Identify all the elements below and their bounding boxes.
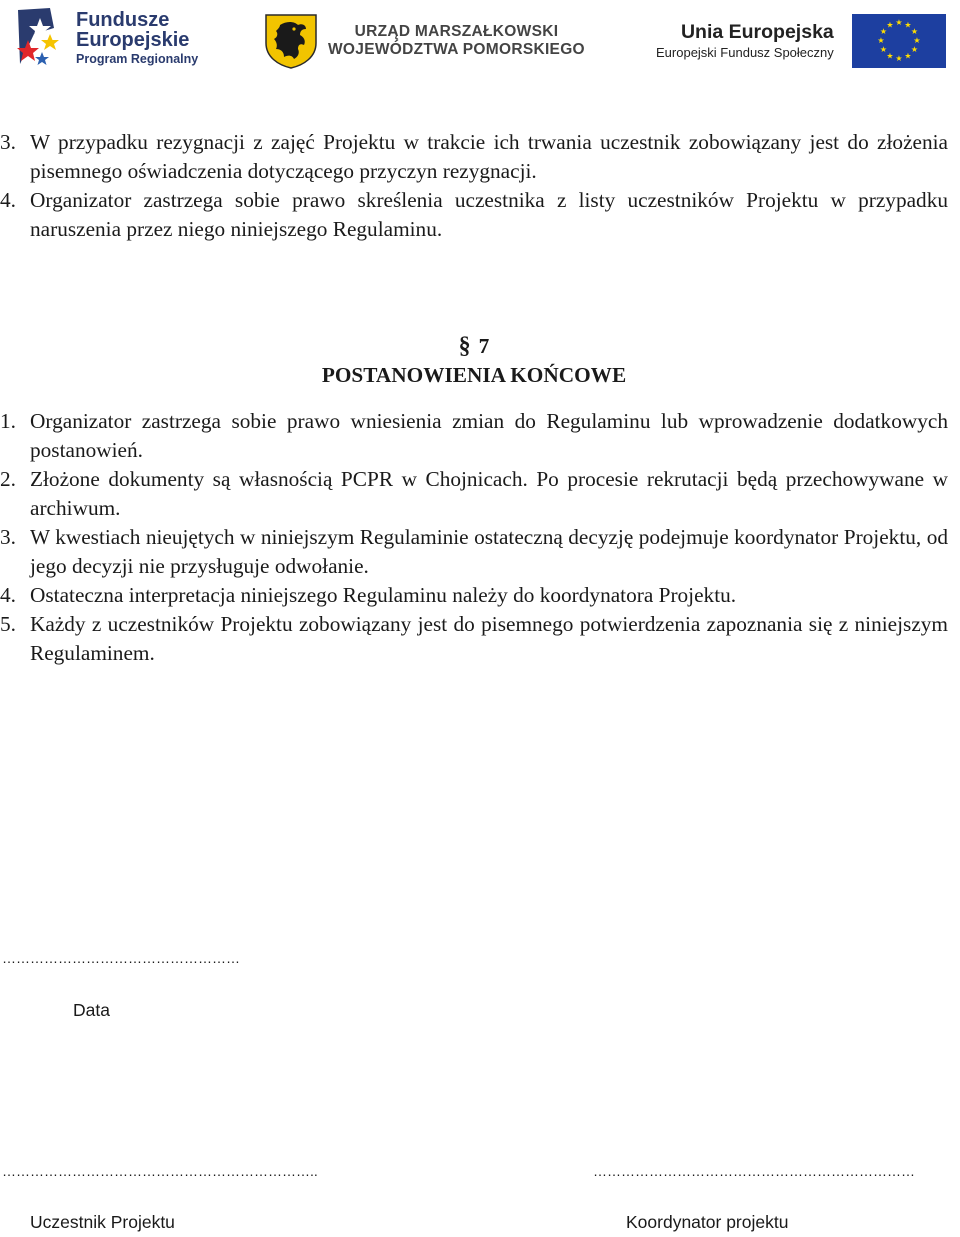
svg-text:★: ★ (910, 27, 918, 36)
item-number: 2. (0, 467, 16, 491)
fe-title-line1: Fundusze (76, 9, 170, 32)
item-text: Organizator zastrzega sobie prawo skreślenia uczestnika z listy uczestników Projektu w przypadku naruszenia przez niego niniejszego Regulaminu. (30, 188, 948, 241)
eu-subtitle: Europejski Fundusz Społeczny (656, 45, 834, 61)
section-symbol: § (458, 333, 471, 359)
item-text: Każdy z uczestników Projektu zobowiązany jest do pisemnego potwierdzenia zapoznania się z niniejszym Regulaminem. (30, 612, 948, 665)
regulation-content (0, 128, 948, 668)
item-text: W przypadku rezygnacji z zajęć Projektu w trakcie ich trwania uczestnik zobowiązany jest do złożenia pisemnego oświadczenia dotyczącego przyczyn rezygnacji. (30, 130, 948, 183)
section-title: POSTANOWIENIA KOŃCOWE (321, 363, 627, 387)
date-label: Data (73, 1000, 110, 1020)
section-number: 7 (478, 334, 490, 358)
section-number-line (0, 332, 948, 361)
item-number: 3. (0, 525, 16, 549)
unia-europejska-logo (656, 14, 946, 68)
coordinator-label: Koordynator projektu (626, 1212, 789, 1232)
fundusze-europejskie-logo (14, 4, 198, 72)
item-number: 4. (0, 188, 16, 212)
participant-label: Uczestnik Projektu (30, 1212, 175, 1232)
fe-subtitle: Program Regionalny (76, 52, 199, 67)
svg-text:★: ★ (879, 45, 887, 54)
svg-text:★: ★ (895, 18, 903, 27)
svg-text:★: ★ (904, 51, 912, 61)
list-item (0, 128, 948, 186)
item-text: Ostateczna interpretacja niniejszego Regulaminu należy do koordynatora Projektu. (30, 583, 737, 607)
svg-text:★: ★ (910, 45, 918, 54)
header-logos (0, 0, 960, 80)
section-heading (0, 332, 948, 390)
coordinator-signature-line: …………………………………………………………… (593, 1163, 915, 1179)
date-signature-line: …………………………………………… (2, 950, 240, 966)
svg-text:★: ★ (879, 27, 887, 36)
final-provisions-list (0, 407, 948, 668)
item-number: 3. (0, 130, 16, 154)
svg-text:★: ★ (904, 20, 912, 30)
intro-list (0, 128, 948, 244)
list-item (0, 610, 948, 668)
participant-signature-line: ………………………………………………………….. (2, 1163, 318, 1179)
svg-text:★: ★ (895, 54, 903, 63)
list-item (0, 465, 948, 523)
item-text: Złożone dokumenty są własnością PCPR w Chojnicach. Po procesie rekrutacji będą przechowywane w archiwum. (30, 467, 948, 520)
item-text: Organizator zastrzega sobie prawo wniesienia zmian do Regulaminu lub wprowadzenie dodatkowych postanowień. (30, 409, 948, 462)
eu-title: Unia Europejska (680, 20, 834, 43)
svg-text:★: ★ (886, 51, 894, 61)
svg-text:★: ★ (886, 20, 894, 30)
urzad-line1: URZĄD MARSZAŁKOWSKI (354, 23, 559, 41)
list-item (0, 581, 948, 610)
urzad-line2: WOJEWÓDZTWA POMORSKIEGO (328, 41, 585, 58)
item-number: 5. (0, 612, 16, 636)
eu-flag-icon (852, 14, 946, 68)
item-number: 4. (0, 583, 16, 607)
list-item (0, 186, 948, 244)
urzad-marszalkowski-logo (264, 12, 585, 70)
fe-stars-emblem-icon (14, 4, 62, 72)
item-number: 1. (0, 409, 16, 433)
griffin-coat-of-arms-icon (264, 13, 318, 69)
item-text: W kwestiach nieujętych w niniejszym Regulaminie ostateczną decyzję podejmuje koordynator Projektu, od jego decyzji nie przysługuje odwołanie. (30, 525, 948, 578)
svg-text:★: ★ (877, 36, 885, 45)
fe-title-line2: Europejskie (76, 29, 190, 52)
list-item (0, 523, 948, 581)
list-item (0, 407, 948, 465)
svg-text:★: ★ (913, 36, 921, 45)
